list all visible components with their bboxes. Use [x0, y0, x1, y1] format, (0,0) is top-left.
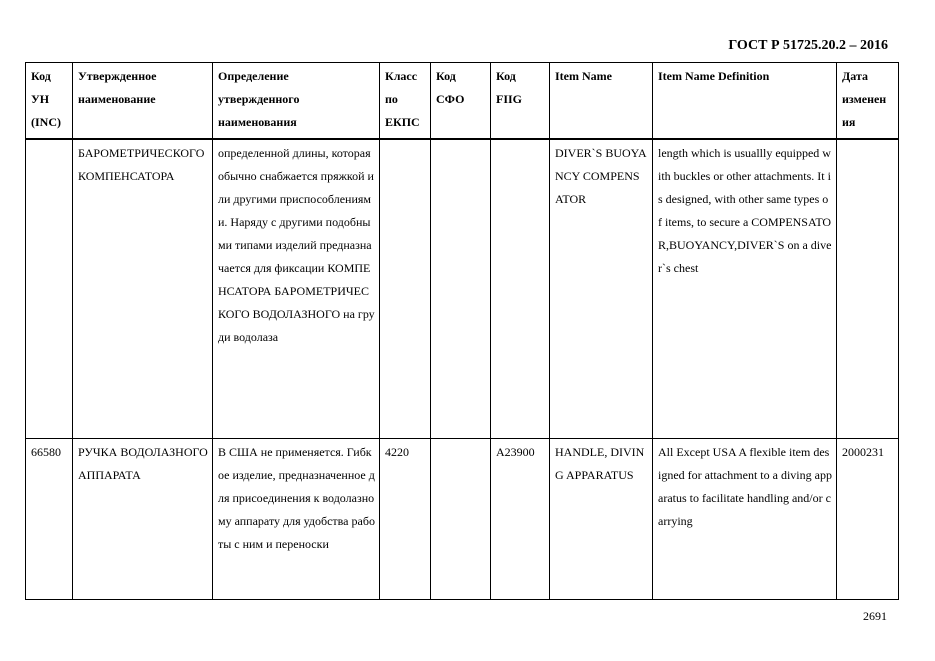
cell-definition: определенной длины, которая обычно снабжается пряжкой или другими приспособлениями. Наряду с другими подобными типами изделий предназначается для фиксации КОМПЕНСАТОРА БАРОМЕТРИЧЕСКОГО ВОДОЛАЗНОГО на груди водолаза	[213, 139, 380, 439]
cell-sfo	[431, 139, 491, 439]
column-header-change-date: Дата изменен ия	[837, 63, 899, 140]
cell-class: 4220	[380, 439, 431, 600]
table-header-row	[26, 63, 899, 140]
cell-item-name-definition: All Except USA A flexible item designed for attachment to a diving apparatus to facilitate handling and/or carrying	[653, 439, 837, 600]
column-header-item-name: Item Name	[550, 63, 653, 140]
cell-fiig	[491, 139, 550, 439]
column-header-inc: Код УН (INC)	[26, 63, 73, 140]
cell-item-name-definition: length which is usuallly equipped with buckles or other attachments. It is designed, with other same types of items, to secure a COMPENSATOR,BUOYANCY,DIVER`S on a diver`s chest	[653, 139, 837, 439]
column-header-approved-name: Утвержденное наименование	[73, 63, 213, 140]
column-header-definition: Определение утвержденного наименования	[213, 63, 380, 140]
cell-fiig: A23900	[491, 439, 550, 600]
document-standard-header: ГОСТ Р 51725.20.2 – 2016	[728, 38, 888, 53]
catalog-table	[25, 62, 899, 600]
cell-class	[380, 139, 431, 439]
page-number: 2691	[863, 609, 887, 623]
cell-approved-name: РУЧКА ВОДОЛАЗНОГО АППАРАТА	[73, 439, 213, 600]
cell-change-date	[837, 139, 899, 439]
cell-item-name: DIVER`S BUOYANCY COMPENSATOR	[550, 139, 653, 439]
column-header-sfo: Код СФО	[431, 63, 491, 140]
column-header-fiig: Код FIIG	[491, 63, 550, 140]
table-row	[26, 439, 899, 600]
cell-inc	[26, 139, 73, 439]
column-header-class: Класс по ЕКПС	[380, 63, 431, 140]
cell-sfo	[431, 439, 491, 600]
cell-item-name: HANDLE, DIVING APPARATUS	[550, 439, 653, 600]
cell-inc: 66580	[26, 439, 73, 600]
table-row	[26, 139, 899, 439]
cell-definition: В США не применяется. Гибкое изделие, предназначенное для присоединения к водолазному аппарату для удобства работы с ним и переноски	[213, 439, 380, 600]
cell-approved-name: БАРОМЕТРИЧЕСКОГО КОМПЕНСАТОРА	[73, 139, 213, 439]
column-header-item-name-definition: Item Name Definition	[653, 63, 837, 140]
cell-change-date: 2000231	[837, 439, 899, 600]
